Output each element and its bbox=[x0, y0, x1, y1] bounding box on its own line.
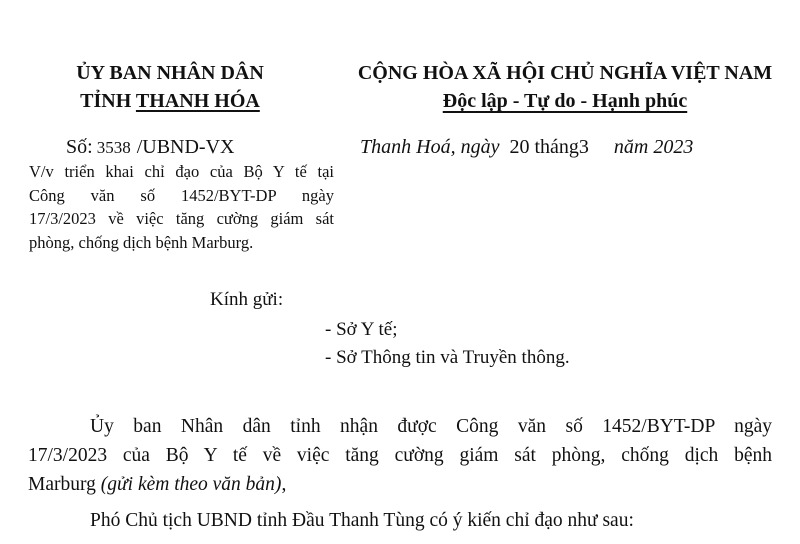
issuing-body-province: THANH HÓA bbox=[135, 90, 260, 112]
subject-line: V/v triển khai chỉ đạo của Bộ Y tế tại bbox=[29, 162, 334, 181]
date-month: 3 bbox=[578, 136, 589, 158]
body-line: Ủy ban Nhân dân tỉnh nhận được Công văn số 1452/BYT-DP ngày bbox=[90, 416, 772, 437]
date-year: năm 2023 bbox=[613, 136, 694, 158]
subject-line: 17/3/2023 về việc tăng cường giám sát bbox=[29, 209, 334, 228]
document-number bbox=[66, 136, 234, 159]
document-number-suffix: /UBND-VX bbox=[136, 136, 235, 158]
issuing-body-prefix: TỈNH bbox=[80, 90, 136, 112]
date-month-label: tháng bbox=[534, 136, 579, 158]
body-text: Marburg bbox=[28, 474, 101, 495]
date-day: 20 bbox=[509, 136, 530, 158]
subject-line: phòng, chống dịch bệnh Marburg. bbox=[29, 232, 254, 252]
body-line bbox=[28, 470, 772, 499]
subject-line: Công văn số 1452/BYT-DP ngày bbox=[29, 185, 334, 205]
recipients-label: Kính gửi: bbox=[210, 289, 284, 310]
issuing-body-line1: ỦY BAN NHÂN DÂN bbox=[76, 62, 264, 84]
place-label: Thanh Hoá, ngày bbox=[360, 136, 500, 158]
national-title: CỘNG HÒA XÃ HỘI CHỦ NGHĨA VIỆT NAM bbox=[357, 62, 773, 84]
recipient-item: - Sở Thông tin và Truyền thông. bbox=[325, 347, 570, 368]
recipient-item: - Sở Y tế; bbox=[325, 319, 398, 340]
place-and-date bbox=[360, 136, 693, 159]
document-number-value: 3538 bbox=[96, 138, 131, 157]
document-subject bbox=[29, 160, 334, 254]
issuing-body-line2 bbox=[50, 90, 290, 113]
body-italic-note: (gửi kèm theo văn bản) bbox=[100, 474, 282, 495]
closing-sentence: Phó Chủ tịch UBND tỉnh Đầu Thanh Tùng có ý kiến chỉ đạo như sau: bbox=[90, 510, 634, 531]
document-number-label: Số: bbox=[66, 136, 93, 158]
body-text-end: , bbox=[281, 474, 287, 495]
national-motto: Độc lập - Tự do - Hạnh phúc bbox=[442, 90, 688, 112]
body-paragraph bbox=[28, 412, 772, 499]
body-line: 17/3/2023 của Bộ Y tế về việc tăng cường giám sát phòng, chống dịch bệnh bbox=[28, 445, 772, 466]
